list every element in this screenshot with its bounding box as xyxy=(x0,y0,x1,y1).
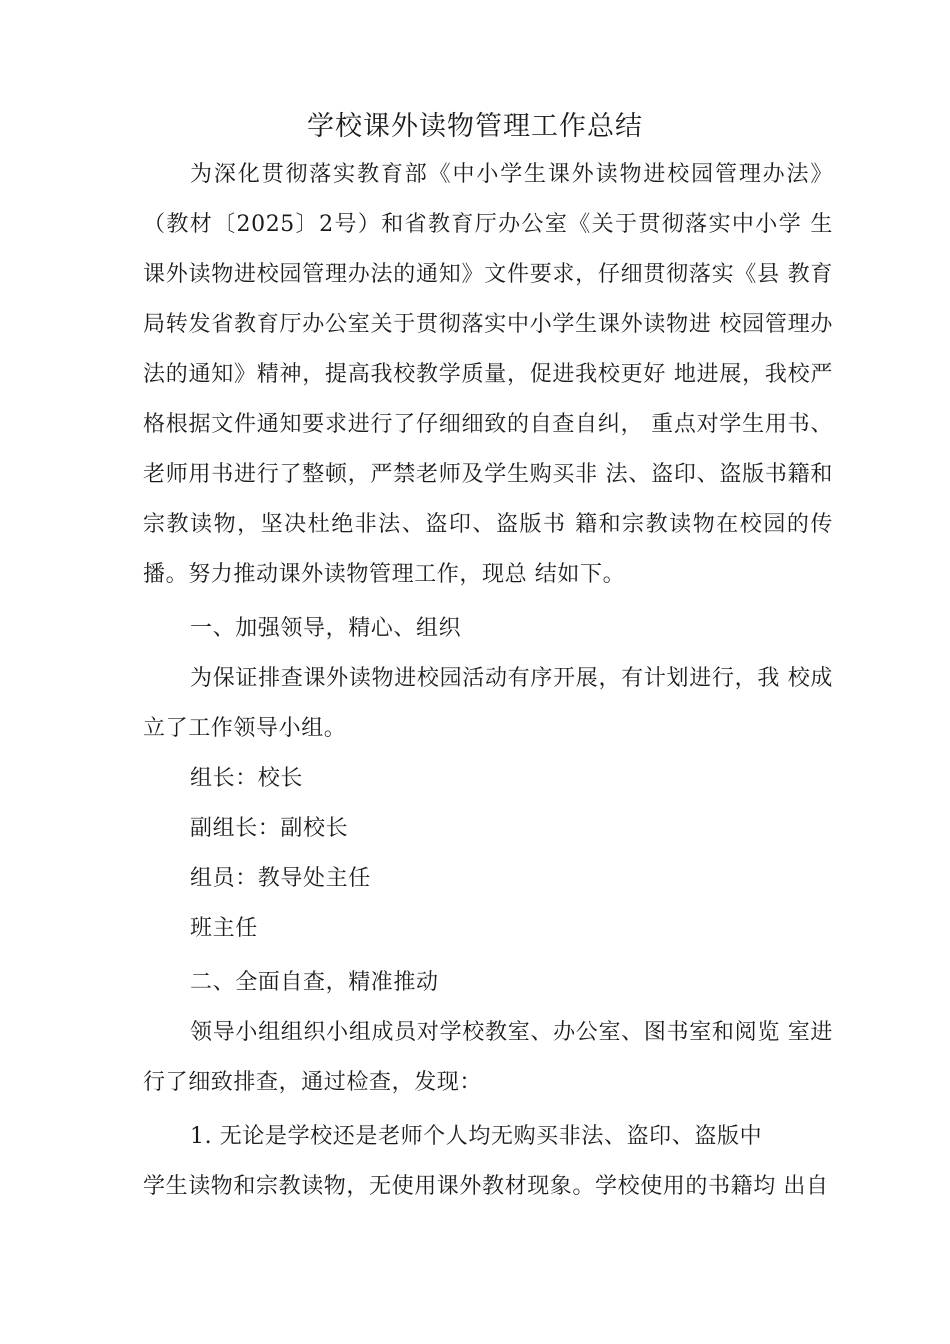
section1-heading: 一、加强领导，精心、组织 xyxy=(190,616,462,641)
section2-heading: 二、全面自查，精准推动 xyxy=(190,970,439,995)
member-class-teacher: 班主任 xyxy=(190,916,258,941)
member-leader: 组长：校长 xyxy=(190,766,304,791)
section2-paragraph: 领导小组组织小组成员对学校教室、办公室、图书室和阅览 室进行了细致排查，通过检查，发现： xyxy=(143,1020,833,1095)
document-body xyxy=(143,150,833,1212)
document-title: 学校课外读物管理工作总结 xyxy=(307,111,643,142)
item1-first-line: 1. 无论是学校还是老师个人均无购买非法、盗印、盗版中 xyxy=(190,1124,763,1149)
intro-paragraph: 为深化贯彻落实教育部《中小学生课外读物进校园管理办法》（教材〔2025〕2号）和省教育厅办公室《关于贯彻落实中小学 生课外读物进校园管理办法的通知》文件要求，仔细贯彻落实《县 教育局转发省教育厅办公室关于贯彻落实中小学生课外读物进 校园管理办法的通知》精神，提高我校教学质量，促进我校更好 地进展，我校严格根据文件通知要求进行了仔细细致的自查自纠， 重点对学生用书、老师用书进行了整顿，严禁老师及学生购买非 法、盗印、盗版书籍和宗教读物，坚决杜绝非法、盗印、盗版书 籍和宗教读物在校园的传播。努力推动课外读物管理工作，现总 结如下。 xyxy=(143,162,833,587)
member-deputy-leader: 副组长：副校长 xyxy=(190,816,349,841)
section1-paragraph: 为保证排查课外读物进校园活动有序开展，有计划进行，我 校成立了工作领导小组。 xyxy=(143,666,833,741)
item1-second-line: 学生读物和宗教读物，无使用课外教材现象。学校使用的书籍均 出自 xyxy=(143,1174,829,1199)
member-staff: 组员：教导处主任 xyxy=(190,866,371,891)
